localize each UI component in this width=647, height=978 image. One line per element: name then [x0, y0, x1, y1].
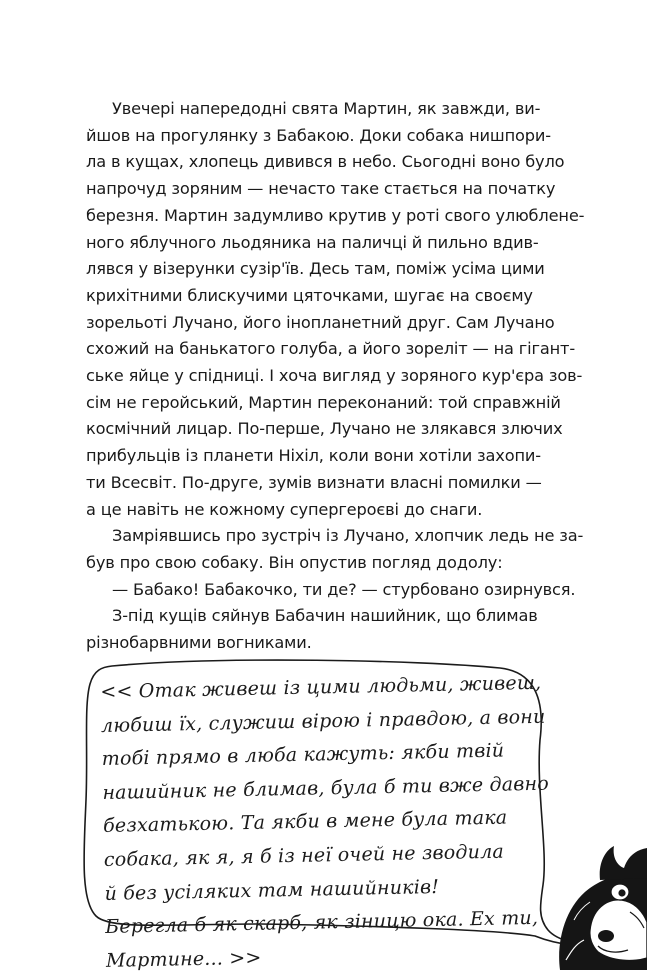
handwritten-line: собака, як я, я б із неї очей не зводила	[103, 840, 505, 871]
text-line: ське яйце у спідниці. І хоча вигляд у зоряного кур'єра зов-	[86, 366, 583, 386]
text-line: зорельоті Лучано, його інопланетний друг. Сам Лучано	[86, 312, 555, 332]
text-line: сім не геройський, Мартин переконаний: той справжній	[86, 392, 561, 412]
text-line: ла в кущах, хлопець дивився в небо. Сьогодні воно було	[86, 152, 565, 172]
handwritten-line: тобі прямо в люба кажуть: якби твій	[101, 739, 505, 771]
text-line: йшов на прогулянку з Бабакою. Доки собака нишпори-	[86, 125, 551, 145]
text-line: різнобарвними вогниками.	[86, 633, 312, 653]
handwritten-line: нашийник не блимав, була б ти вже давно	[102, 772, 550, 804]
text-line: був про свою собаку. Він опустив погляд додолу:	[86, 552, 503, 572]
text-line: лявся у візерунки сузір'їв. Десь там, поміж усіма цими	[86, 259, 545, 279]
text-line: Замріявшись про зустріч із Лучано, хлопчик ледь не за-	[112, 526, 584, 546]
text-line: напрочуд зоряним — нечасто таке стається на початку	[86, 179, 556, 199]
handwritten-line: Берегла б як скарб, як зіницю ока. Ех ти,	[105, 907, 539, 939]
handwritten-line: безхатькою. Та якби в мене була така	[102, 806, 508, 838]
text-line: березня. Мартин задумливо крутив у роті свого улюблене-	[86, 205, 585, 225]
text-line: ного яблучного льодяника на паличці й пильно вдив-	[86, 232, 539, 252]
text-line: а це навіть не кожному супергероєві до снаги.	[86, 499, 483, 519]
text-line: схожий на банькатого голуба, а його зореліт — на гігант-	[86, 339, 576, 359]
text-line: — Бабако! Бабакочко, ти де? — стурбовано озирнувся.	[112, 579, 576, 599]
handwritten-line: Мартине... >>	[105, 946, 262, 972]
handwritten-line: й без усіляких там нашийників!	[104, 875, 440, 905]
text-line: космічний лицар. По-перше, Лучано не злякався злючих	[86, 419, 563, 439]
text-line: Увечері напередодні свята Мартин, як завжди, ви-	[112, 99, 541, 118]
handwritten-line: << Отак живеш із цими людьми, живеш,	[100, 671, 542, 703]
text-line: З-під кущів сяйнув Бабачин нашийник, що блимав	[112, 606, 538, 626]
text-line: прибульців із планети Ніхіл, коли вони хотіли захопи-	[86, 446, 541, 466]
text-line: крихітними блискучими цяточками, шугає на своєму	[86, 285, 533, 305]
handwritten-line: любиш їх, служиш вірою і правдою, а вони	[100, 705, 546, 737]
text-line: ти Всесвіт. По-друге, зумів визнати власні помилки —	[86, 472, 542, 492]
